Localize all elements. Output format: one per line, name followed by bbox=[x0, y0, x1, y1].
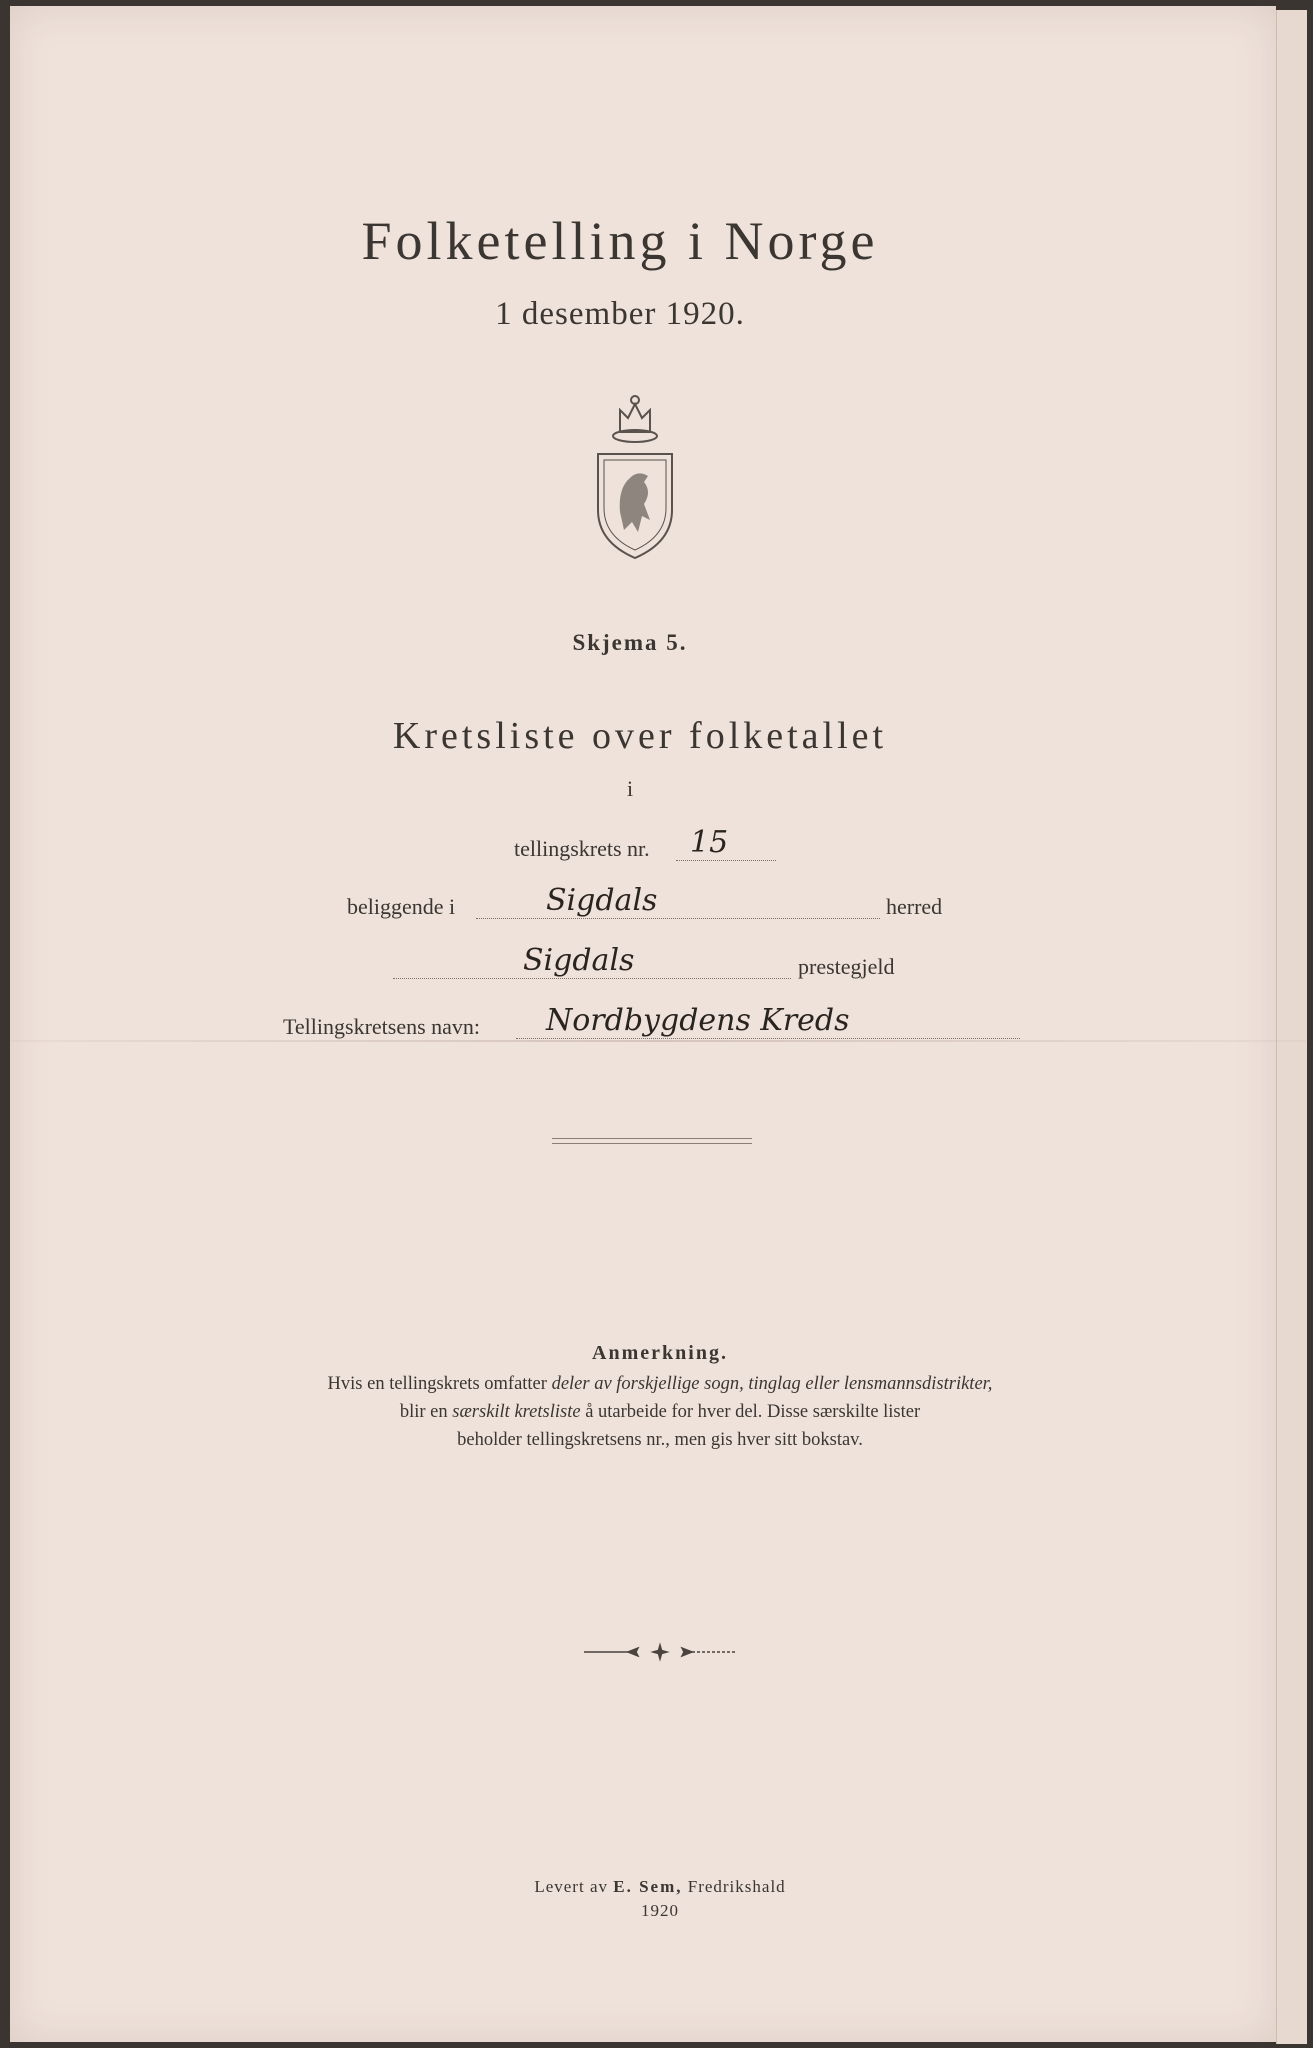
herred-label: herred bbox=[886, 894, 943, 919]
krets-navn-label: Tellingskretsens navn: bbox=[283, 1014, 481, 1039]
herred-value: Sigdals bbox=[546, 883, 658, 918]
prestegjeld-label: prestegjeld bbox=[798, 954, 895, 979]
printer-line: Levert av E. Sem, Fredrikshald bbox=[534, 1877, 786, 1896]
tellingskrets-label: tellingskrets nr. bbox=[514, 836, 650, 861]
note-line-2: blir en særskilt kretsliste å utarbeide for hver del. Disse særskilte lister bbox=[399, 1402, 921, 1422]
section-divider bbox=[552, 1138, 752, 1144]
note-heading: Anmerkning. bbox=[592, 1342, 728, 1364]
herred-field[interactable] bbox=[476, 884, 880, 919]
schema-number: Skjema 5. bbox=[572, 630, 688, 655]
note-line-3: beholder tellingskretsens nr., men gis hver sitt bokstav. bbox=[457, 1430, 863, 1450]
tellingskrets-field[interactable] bbox=[676, 826, 776, 861]
norway-coat-of-arms-icon bbox=[590, 392, 680, 562]
page-fold bbox=[10, 1040, 1306, 1042]
krets-navn-value: Nordbygdens Kreds bbox=[546, 1003, 850, 1038]
page-edge bbox=[1276, 10, 1307, 2044]
printer-year: 1920 bbox=[641, 1901, 679, 1920]
document-title: Folketelling i Norge bbox=[361, 211, 879, 271]
beliggende-label: beliggende i bbox=[347, 894, 456, 919]
census-date: 1 desember 1920. bbox=[495, 296, 745, 332]
krets-navn-field[interactable] bbox=[516, 1004, 1020, 1039]
note-body bbox=[190, 1370, 1130, 1454]
prestegjeld-value: Sigdals bbox=[523, 943, 635, 978]
connector-word: i bbox=[626, 776, 634, 801]
form-title: Kretsliste over folketallet bbox=[392, 715, 888, 757]
ornament-icon bbox=[560, 1642, 760, 1662]
printer-imprint bbox=[420, 1875, 900, 1923]
tellingskrets-value: 15 bbox=[690, 825, 729, 860]
prestegjeld-field[interactable] bbox=[393, 944, 791, 979]
note-line-1: Hvis en tellingskrets omfatter deler av forskjellige sogn, tinglag eller lensmannsdistrikter, bbox=[327, 1374, 993, 1394]
